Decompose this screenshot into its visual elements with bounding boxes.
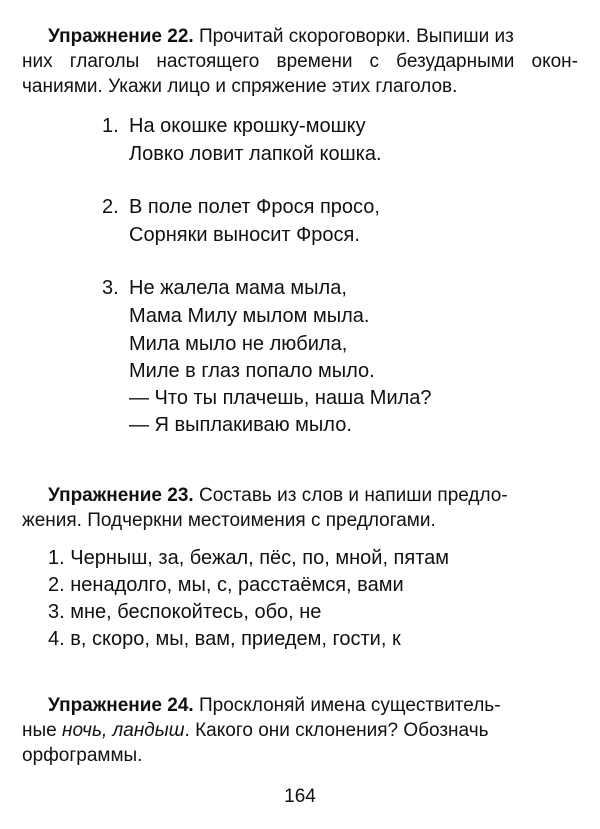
text: ные: [22, 720, 57, 741]
item-number: 3.: [48, 601, 65, 623]
italic-words: ночь, ландыш: [62, 720, 185, 741]
text: . Какого они склонения? Обозначь: [184, 720, 489, 741]
word-list-item: [48, 573, 404, 597]
exercise-23-first-line: [48, 484, 578, 508]
item-number: 2.: [48, 574, 65, 596]
item-text: мне, беспокойтесь, обо, не: [70, 601, 322, 623]
exercise-22-first-line: [48, 25, 578, 49]
exercise-24-title: Упражнение 24.: [48, 695, 194, 716]
poem-number: 1.: [102, 115, 119, 137]
exercise-24-first-line: [48, 694, 578, 718]
item-text: ненадолго, мы, с, расстаёмся, вами: [70, 574, 404, 596]
word-list-item: [48, 600, 321, 624]
exercise-24-line: орфограммы.: [22, 745, 143, 766]
exercise-22-title: Упражнение 22.: [48, 26, 194, 47]
poem-2-line: Сорняки выносит Фрося.: [129, 224, 360, 246]
poem-number: 2.: [102, 196, 119, 218]
exercise-23-title: Упражнение 23.: [48, 485, 194, 506]
poem-2-line: [102, 195, 380, 219]
poem-line-text: На окошке крошку-мошку: [129, 115, 366, 137]
item-number: 1.: [48, 547, 65, 569]
exercise-24-line: [22, 719, 578, 743]
exercise-22-line: них глаголы настоящего времени с безударными окон-: [22, 51, 578, 72]
word-list-item: [48, 546, 449, 570]
exercise-23-line: жения. Подчеркни местоимения с предлогами.: [22, 510, 436, 531]
item-number: 4.: [48, 628, 65, 650]
poem-3-line: [102, 276, 347, 300]
item-text: в, скоро, мы, вам, приедем, гости, к: [70, 628, 401, 650]
poem-3-line: Мама Милу мылом мыла.: [129, 305, 370, 327]
word-list-item: [48, 627, 401, 651]
poem-1-line: [102, 114, 366, 138]
exercise-23-text: Составь из слов и напиши предло-: [198, 485, 508, 506]
poem-number: 3.: [102, 277, 119, 299]
item-text: Черныш, за, бежал, пёс, по, мной, пятам: [70, 547, 450, 569]
poem-3-line: Мила мыло не любила,: [129, 333, 348, 355]
poem-3-line: — Я выплакиваю мыло.: [129, 414, 352, 436]
exercise-22-text: Прочитай скороговорки. Выпиши из: [198, 26, 514, 47]
poem-3-line: — Что ты плачешь, наша Мила?: [129, 387, 432, 409]
page-number: 164: [284, 786, 316, 807]
poem-line-text: В поле полет Фрося просо,: [129, 196, 380, 218]
exercise-24-text: Просклоняй имена существитель-: [198, 695, 501, 716]
poem-line-text: Не жалела мама мыла,: [129, 277, 347, 299]
poem-1-line: Ловко ловит лапкой кошка.: [129, 143, 382, 165]
exercise-22-line: чаниями. Укажи лицо и спряжение этих глаголов.: [22, 76, 458, 97]
poem-3-line: Миле в глаз попало мыло.: [129, 360, 375, 382]
